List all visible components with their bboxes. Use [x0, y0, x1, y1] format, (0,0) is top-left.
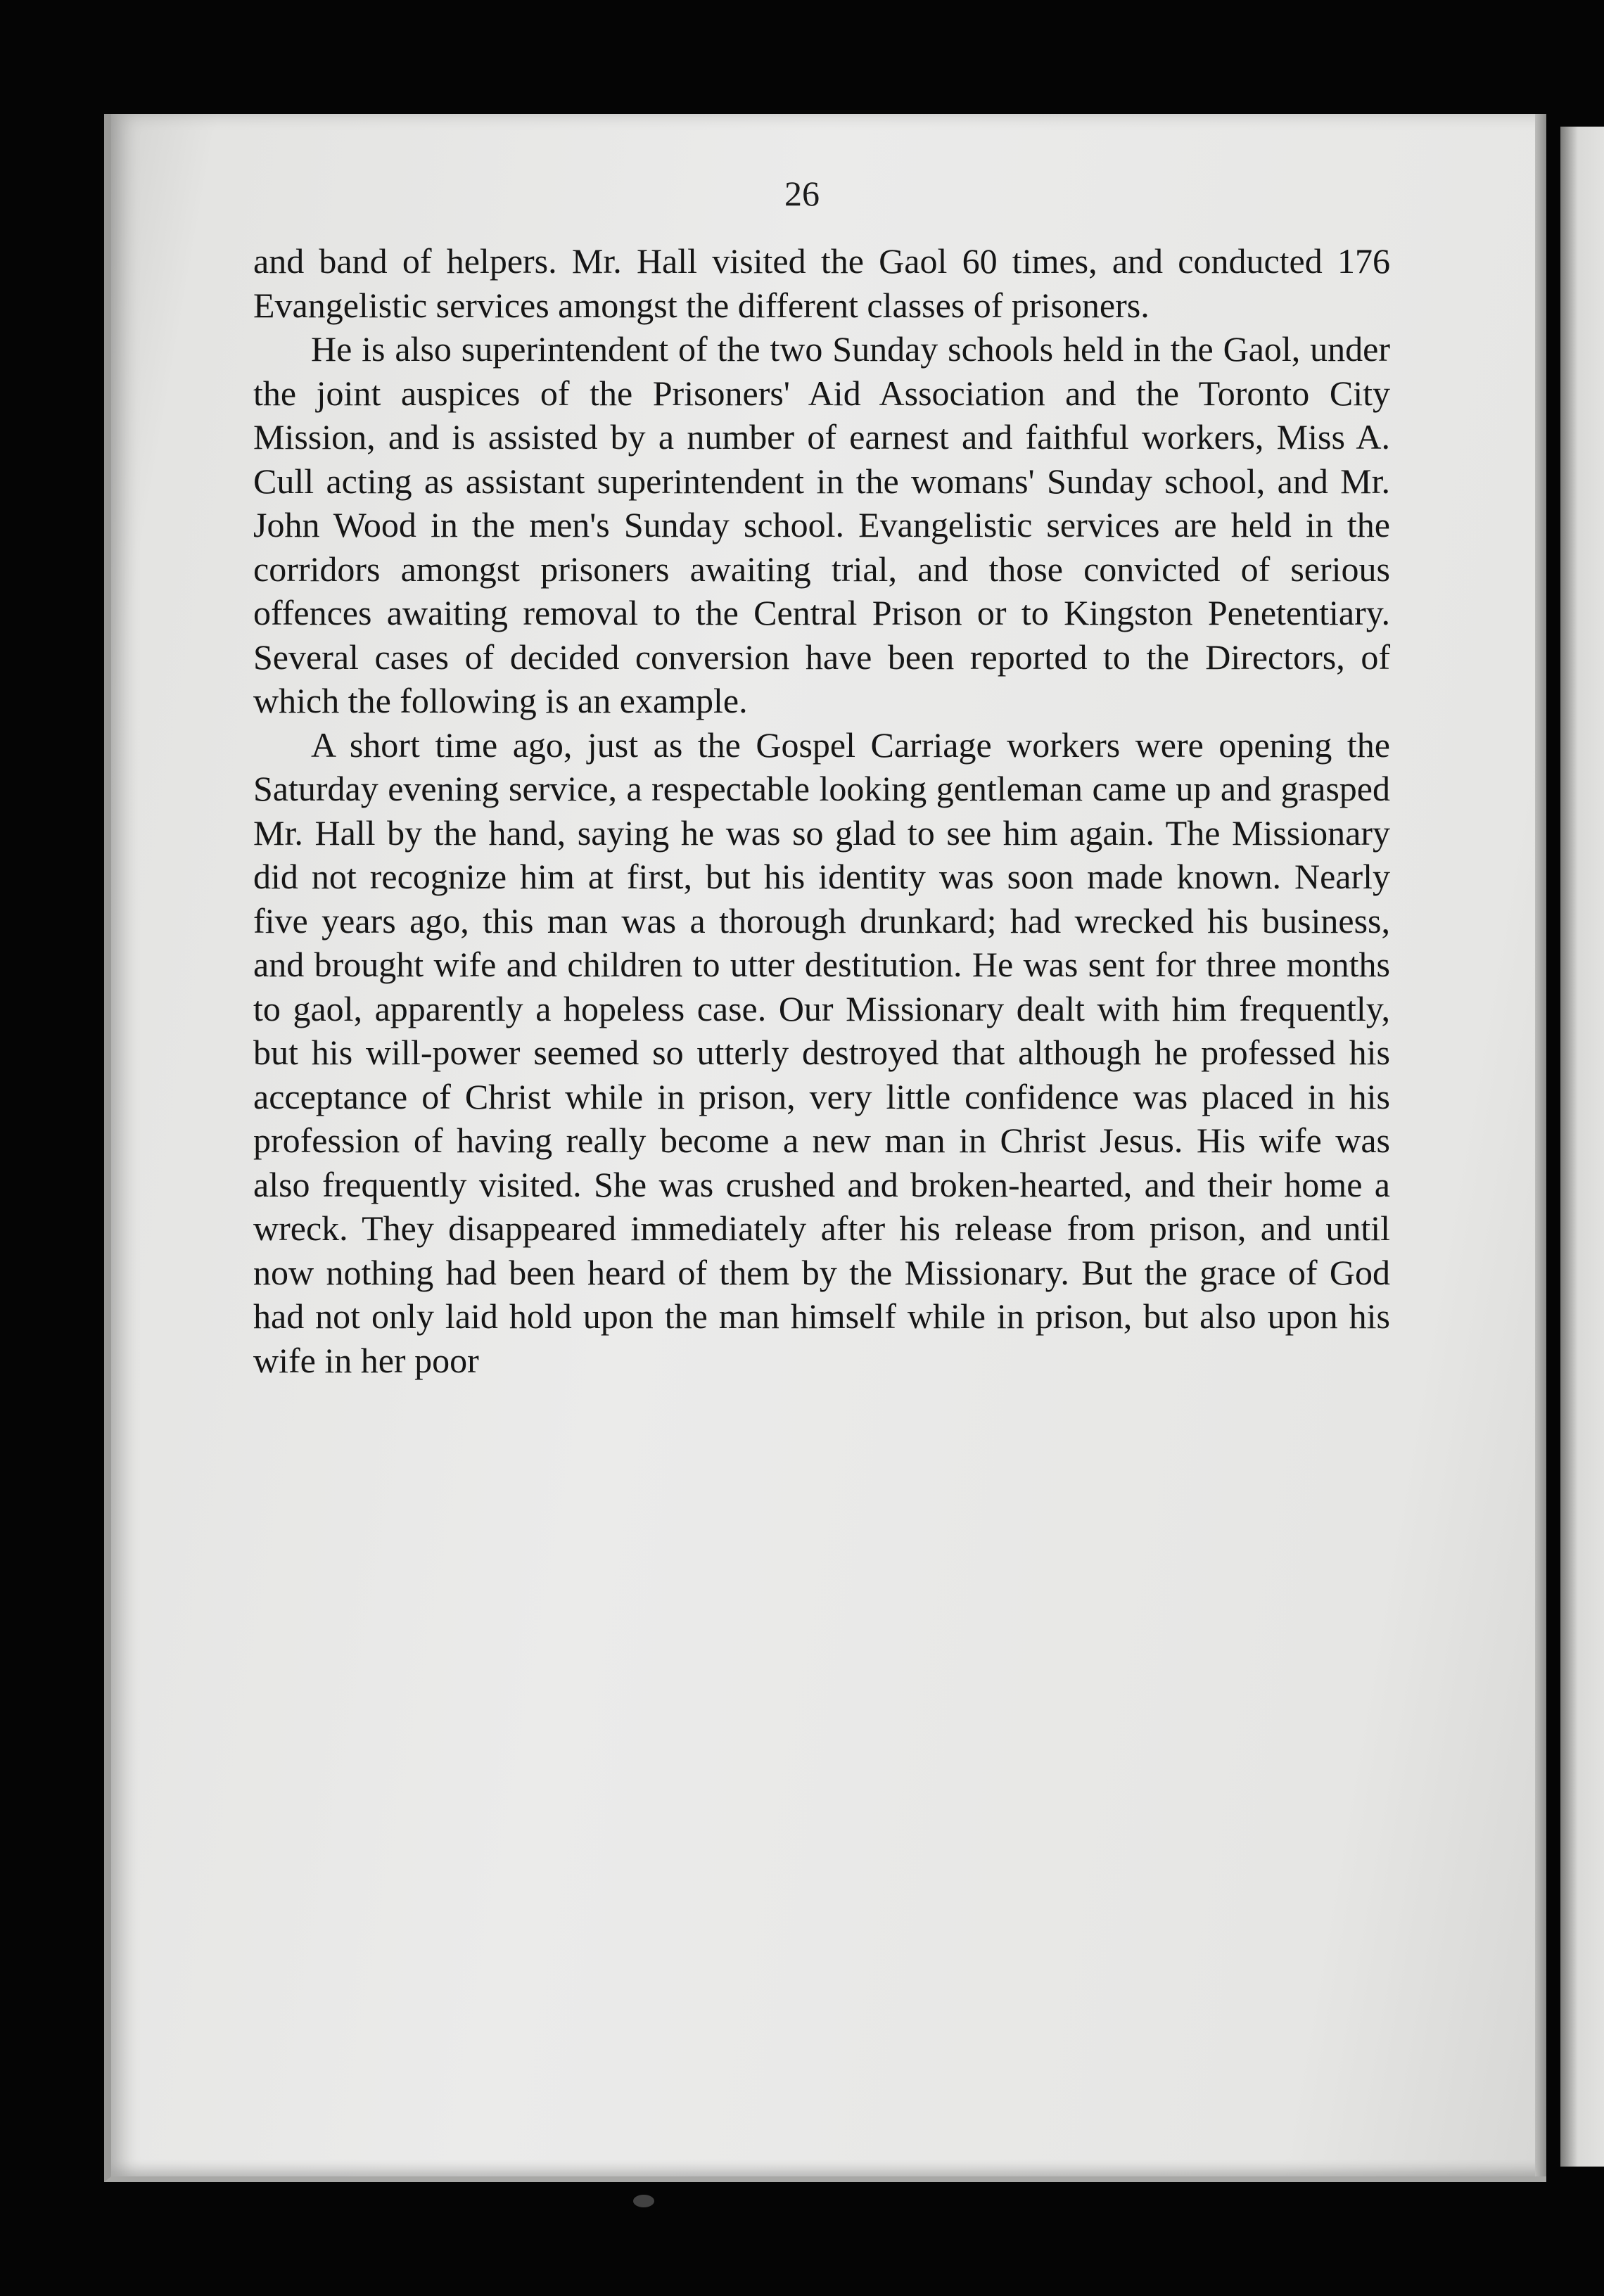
adjacent-page-edge: [1560, 127, 1604, 2167]
paragraph-sunday-schools: He is also superintendent of the two Sunday schools held in the Gaol, under the joint auspices of the Prisoners' Aid Association and the Toronto City Mission, and is assisted by a number of earnest and faithful workers, Miss A. Cull acting as assistant superintendent in the womans' Sunday school, and Mr. John Wood in the men's Sunday school. Evangelistic services are held in the corridors amongst prisoners awaiting trial, and those convicted of serious offences awaiting removal to the Central Prison or to Kingston Penetentiary. Several cases of decided conversion have been reported to the Directors, of which the following is an example.: [253, 329, 1390, 720]
paragraph-conversion-story: A short time ago, just as the Gospel Carriage workers were opening the Saturday evening service, a respectable looking gentleman came up and grasped Mr. Hall by the hand, saying he was so glad to see him again. The Missionary did not recognize him at first, but his identity was soon made known. Nearly five years ago, this man was a thorough drunkard; had wrecked his business, and brought wife and children to utter destitution. He was sent for three months to gaol, apparently a hopeless case. Our Missionary dealt with him frequently, but his will-power seemed so utterly destroyed that although he professed his acceptance of Christ while in prison, very little confidence was placed in his profession of having really become a new man in Christ Jesus. His wife was also frequently visited. She was crushed and broken-hearted, and their home a wreck. They disappeared immediately after his release from prison, and until now nothing had been heard of them by the Missionary. But the grace of God had not only laid hold upon the man himself while in prison, but also upon his wife in her poor: [253, 725, 1390, 1380]
page-text: [253, 239, 1390, 1382]
paragraph-continued: and band of helpers. Mr. Hall visited the Gaol 60 times, and conducted 176 Evangelistic services amongst the different classes of prisoners.: [253, 241, 1390, 325]
page-number: 26: [784, 174, 820, 213]
page-gutter: [1535, 114, 1546, 2176]
scan-speck: [633, 2195, 654, 2207]
